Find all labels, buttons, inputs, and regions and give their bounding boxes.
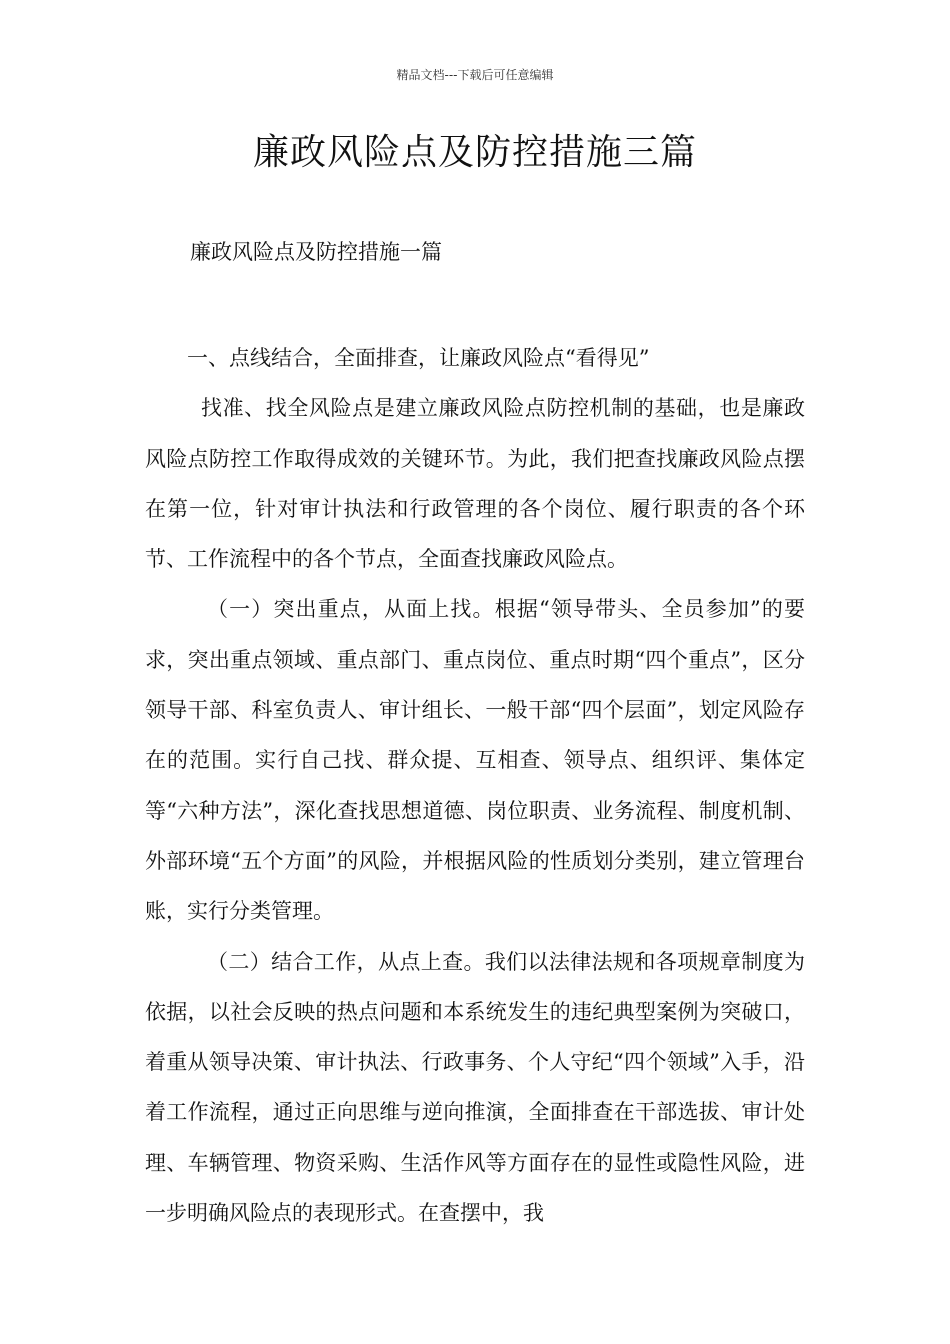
section-heading: 一、点线结合，全面排查，让廉政风险点“看得见” [187,346,650,370]
paragraph: （一）突出重点，从面上找。根据“领导带头、全员参加”的要求，突出重点领域、重点部门、重点岗位、重点时期“四个重点”，区分领导干部、科室负责人、审计组长、一般干部“四个层面”，划定风险存在的范围。实行自己找、群众提、互相查、领导点、组织评、集体定等“六种方法”，深化查找思想道德、岗位职责、业务流程、制度机制、外部环境“五个方面”的风险，并根据风险的性质划分类别，建立管理台账，实行分类管理。 [145,597,805,924]
body-text [145,333,805,1238]
document-title: 廉政风险点及防控措施三篇 [252,132,697,173]
page-header: 精品文档---下载后可任意编辑 [396,68,554,82]
paragraph: （二）结合工作，从点上查。我们以法律法规和各项规章制度为依据，以社会反映的热点问题和本系统发生的违纪典型案例为突破口，着重从领导决策、审计执法、行政事务、个人守纪“四个领域”入手，沿着工作流程，通过正向思维与逆向推演，全面排查在干部选拔、审计处理、车辆管理、物资采购、生活作风等方面存在的显性或隐性风险，进一步明确风险点的表现形式。在查摆中，我 [145,949,805,1226]
paragraph: 找准、找全风险点是建立廉政风险点防控机制的基础，也是廉政风险点防控工作取得成效的关键环节。为此，我们把查找廉政风险点摆在第一位，针对审计执法和行政管理的各个岗位、履行职责的各个环节、工作流程中的各个节点，全面查找廉政风险点。 [145,396,805,572]
section-subtitle: 廉政风险点及防控措施一篇 [190,240,442,264]
